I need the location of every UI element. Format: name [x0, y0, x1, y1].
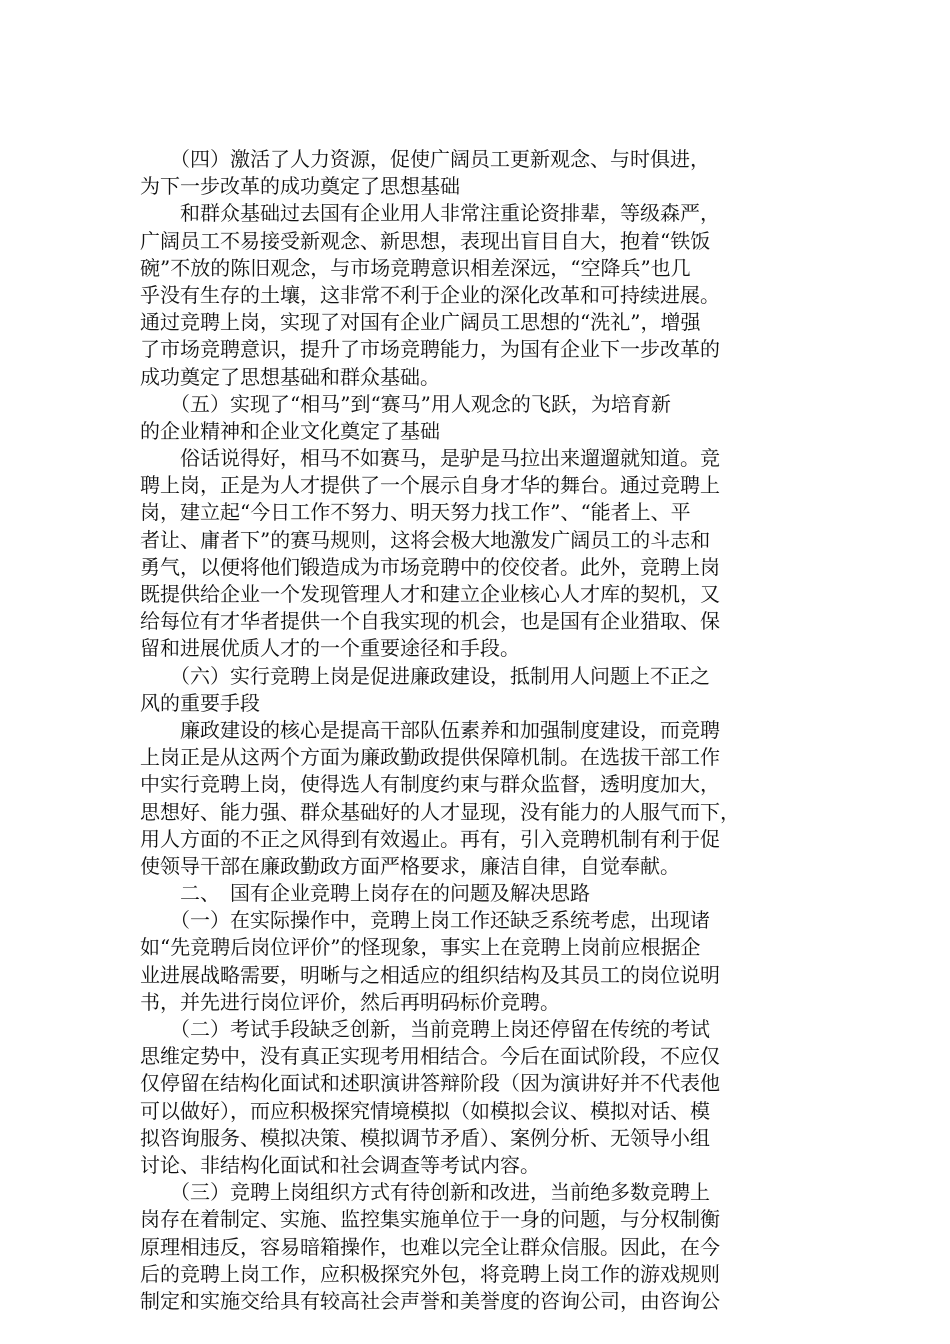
text-line: 廉政建设的核心是提高干部队伍素养和加强制度建设，而竞聘 — [140, 717, 720, 742]
text-line: 留和进展优质人才的一个重要途径和手段。 — [140, 636, 520, 661]
text-line: （三）竞聘上岗组织方式有待创新和改进，当前绝多数竞聘上 — [140, 1180, 710, 1205]
text-line: 和群众基础过去国有企业用人非常注重论资排辈，等级森严， — [140, 201, 720, 226]
text-line: 给每位有才华者提供一个自我实现的机会，也是国有企业猎取、保 — [140, 609, 720, 634]
text-line: 乎没有生存的土壤，这非常不利于企业的深化改革和可持续进展。 — [140, 282, 720, 307]
text-line: 业进展战略需要，明晰与之相适应的组织结构及其员工的岗位说明 — [140, 962, 720, 987]
text-line: 广阔员工不易接受新观念、新思想，表现出盲目自大，抱着“铁饭 — [140, 228, 711, 253]
text-line: 原理相违反，容易暗箱操作，也难以完全让群众信服。因此，在今 — [140, 1234, 720, 1259]
text-line: （六）实行竞聘上岗是促进廉政建设，抵制用人问题上不正之 — [140, 663, 710, 688]
text-line: 如“先竞聘后岗位评价”的怪现象，事实上在竞聘上岗前应根据企 — [140, 935, 701, 960]
text-line: 为下一步改革的成功奠定了思想基础 — [140, 174, 460, 199]
text-line: 书，并先进行岗位评价，然后再明码标价竞聘。 — [140, 989, 560, 1014]
text-line: 岗存在着制定、实施、监控集实施单位于一身的问题，与分权制衡 — [140, 1207, 720, 1232]
text-line: 可以做好），而应积极探究情境模拟（如模拟会议、模拟对话、模 — [140, 1098, 710, 1123]
text-line: 使领导干部在廉政勤政方面严格要求，廉洁自律，自觉奉献。 — [140, 853, 680, 878]
text-line: 二、 国有企业竞聘上岗存在的问题及解决思路 — [140, 881, 590, 906]
document-body — [140, 146, 810, 1315]
text-line: （四）激活了人力资源，促使广阔员工更新观念、与时俱进， — [140, 147, 710, 171]
text-line: 中实行竞聘上岗，使得选人有制度约束与群众监督，透明度加大， — [140, 772, 720, 797]
text-line: 后的竞聘上岗工作，应积极探究外包，将竞聘上岗工作的游戏规则 — [140, 1261, 720, 1286]
text-line: 了市场竞聘意识，提升了市场竞聘能力，为国有企业下一步改革的 — [140, 337, 720, 362]
text-line: 聘上岗，正是为人才提供了一个展示自身才华的舞台。通过竞聘上 — [140, 473, 720, 498]
text-line: 制定和实施交给具有较高社会声誉和美誉度的咨询公司，由咨询公 — [140, 1288, 720, 1313]
text-line: 成功奠定了思想基础和群众基础。 — [140, 364, 440, 389]
text-line: 者让、庸者下”的赛马规则，这将会极大地激发广阔员工的斗志和 — [140, 527, 711, 552]
text-line: 用人方面的不正之风得到有效遏止。再有，引入竞聘机制有利于促 — [140, 826, 720, 851]
text-line: 勇气，以便将他们锻造成为市场竞聘中的佼佼者。此外，竞聘上岗 — [140, 554, 720, 579]
text-line: 上岗正是从这两个方面为廉政勤政提供保障机制。在选拔干部工作 — [140, 745, 720, 770]
text-line: 碗”不放的陈旧观念，与市场竞聘意识相差深远，“空降兵”也几 — [140, 255, 691, 280]
text-line: 思想好、能力强、群众基础好的人才显现，没有能力的人服气而下， — [140, 799, 740, 824]
text-line: 俗话说得好，相马不如赛马，是驴是马拉出来遛遛就知道。竞 — [140, 446, 720, 471]
text-line: 风的重要手段 — [140, 690, 260, 715]
text-line: （二）考试手段缺乏创新，当前竞聘上岗还停留在传统的考试 — [140, 1017, 710, 1041]
text-line: 讨论、非结构化面试和社会调查等考试内容。 — [140, 1152, 540, 1177]
text-line: （五）实现了“相马”到“赛马”用人观念的飞跃，为培育新 — [140, 391, 671, 416]
text-line: 拟咨询服务、模拟决策、模拟调节矛盾）、案例分析、无领导小组 — [140, 1125, 710, 1150]
text-line: 思维定势中，没有真正实现考用相结合。今后在面试阶段，不应仅 — [140, 1044, 720, 1069]
text-line: （一）在实际操作中，竞聘上岗工作还缺乏系统考虑，出现诸 — [140, 908, 710, 933]
text-line: 的企业精神和企业文化奠定了基础 — [140, 418, 440, 443]
text-line: 既提供给企业一个发现管理人才和建立企业核心人才库的契机，又 — [140, 582, 720, 606]
text-line: 通过竞聘上岗，实现了对国有企业广阔员工思想的“洗礼”，增强 — [140, 310, 701, 335]
text-line: 仅停留在结构化面试和述职演讲答辩阶段（因为演讲好并不代表他 — [140, 1071, 720, 1096]
text-line: 岗，建立起“今日工作不努力、明天努力找工作”、“能者上、平 — [140, 500, 691, 525]
